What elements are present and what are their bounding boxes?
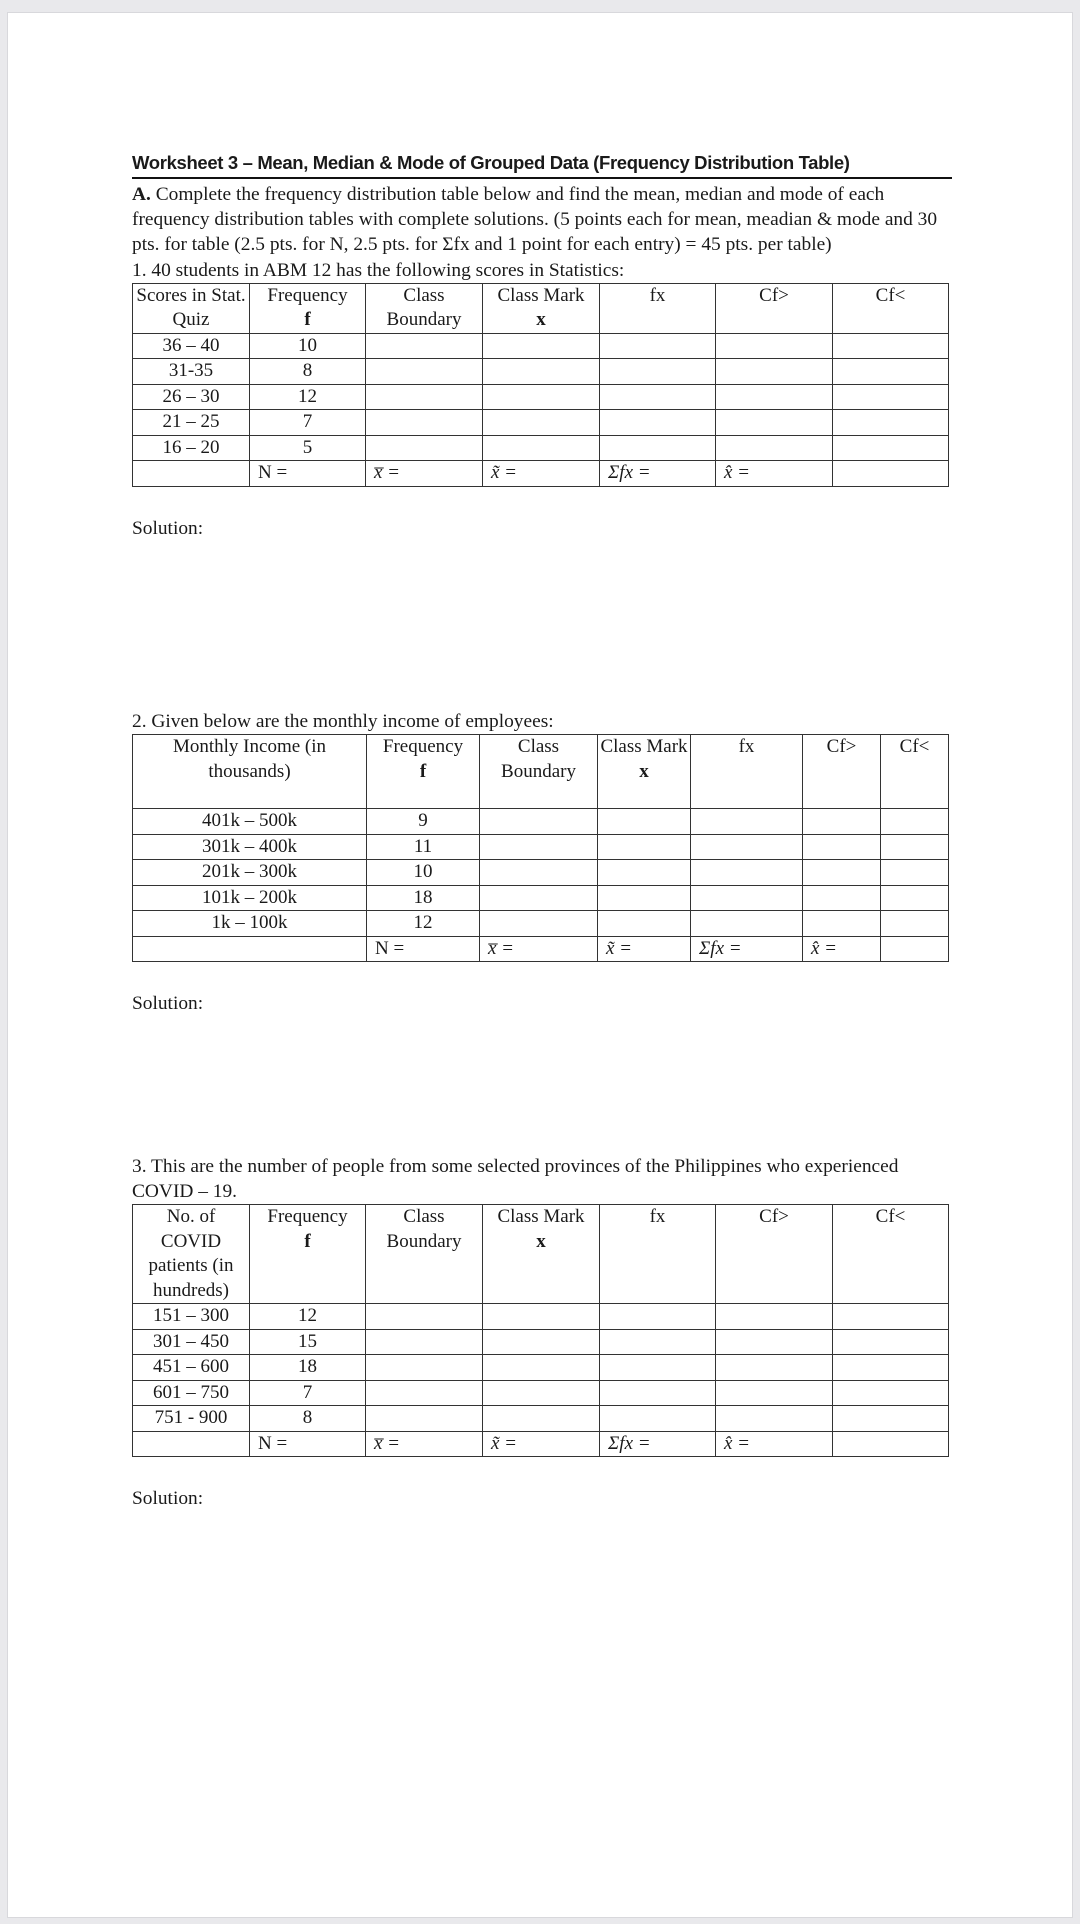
blank-cell	[133, 1431, 250, 1457]
mean-cell: x̅ =	[366, 461, 483, 487]
blank-cell	[366, 333, 483, 359]
table-row	[133, 860, 949, 886]
table-summary-row	[133, 936, 949, 962]
blank-cell	[691, 860, 803, 886]
section-label: A.	[132, 184, 151, 205]
sum-fx-cell: Σfx =	[691, 936, 803, 962]
blank-cell	[598, 911, 691, 937]
blank-cell	[483, 435, 600, 461]
blank-cell	[716, 1304, 833, 1330]
table-row	[133, 384, 949, 410]
header-frequency-symbol: f	[304, 1230, 311, 1252]
table-header-row	[133, 1205, 949, 1304]
blank-cell	[803, 860, 881, 886]
blank-cell	[483, 384, 600, 410]
table-row	[133, 410, 949, 436]
table-summary-row	[133, 461, 949, 487]
table-row	[133, 834, 949, 860]
blank-cell	[483, 1304, 600, 1330]
blank-cell	[716, 359, 833, 385]
blank-cell	[716, 1329, 833, 1355]
mean-cell: x̅ =	[480, 936, 598, 962]
blank-cell	[480, 885, 598, 911]
blank-cell	[480, 911, 598, 937]
class-interval: 21 – 25	[133, 410, 250, 436]
table-row	[133, 435, 949, 461]
class-interval: 301 – 450	[133, 1329, 250, 1355]
blank-cell	[600, 333, 716, 359]
table-summary-row	[133, 1431, 949, 1457]
mode-cell: x̂ =	[716, 1431, 833, 1457]
header-fx: fx	[600, 1205, 716, 1304]
blank-cell	[600, 1329, 716, 1355]
blank-cell	[833, 1431, 949, 1457]
blank-cell	[881, 809, 949, 835]
blank-cell	[833, 333, 949, 359]
table-row	[133, 911, 949, 937]
table-row	[133, 1329, 949, 1355]
blank-cell	[691, 809, 803, 835]
header-frequency	[250, 1205, 366, 1304]
header-class-mark-label: Class Mark	[600, 736, 688, 758]
header-class-interval: Monthly Income (in thousands)	[133, 735, 367, 809]
blank-cell	[881, 860, 949, 886]
class-interval: 201k – 300k	[133, 860, 367, 886]
blank-cell	[133, 461, 250, 487]
problem-2-question: 2. Given below are the monthly income of employees:	[132, 710, 554, 732]
header-fx: fx	[691, 735, 803, 809]
frequency-value: 9	[367, 809, 480, 835]
frequency-value: 7	[250, 1380, 366, 1406]
frequency-value: 12	[367, 911, 480, 937]
blank-cell	[691, 834, 803, 860]
frequency-value: 12	[250, 384, 366, 410]
sum-fx-cell: Σfx =	[600, 461, 716, 487]
blank-cell	[366, 359, 483, 385]
table-row	[133, 1380, 949, 1406]
header-class-mark	[598, 735, 691, 809]
table-row	[133, 1406, 949, 1432]
header-cf-less: Cf<	[881, 735, 949, 809]
blank-cell	[600, 435, 716, 461]
n-cell: N =	[367, 936, 480, 962]
blank-cell	[716, 1406, 833, 1432]
blank-cell	[600, 410, 716, 436]
n-cell: N =	[250, 461, 366, 487]
blank-cell	[803, 809, 881, 835]
blank-cell	[480, 809, 598, 835]
header-frequency-symbol: f	[419, 760, 427, 782]
class-interval: 26 – 30	[133, 384, 250, 410]
blank-cell	[366, 1406, 483, 1432]
mode-cell: x̂ =	[803, 936, 881, 962]
frequency-value: 12	[250, 1304, 366, 1330]
blank-cell	[600, 384, 716, 410]
blank-cell	[480, 834, 598, 860]
class-interval: 451 – 600	[133, 1355, 250, 1381]
header-class-mark-symbol: x	[536, 1230, 546, 1252]
header-frequency-symbol: f	[304, 309, 311, 331]
class-interval: 151 – 300	[133, 1304, 250, 1330]
blank-cell	[598, 860, 691, 886]
frequency-value: 8	[250, 359, 366, 385]
blank-cell	[716, 410, 833, 436]
frequency-value: 10	[250, 333, 366, 359]
blank-cell	[483, 1355, 600, 1381]
problem-2-solution-label: Solution:	[132, 993, 204, 1015]
blank-cell	[716, 333, 833, 359]
problem-3-question: 3. This are the number of people from some selected provinces of the Philippines who experienced COVID – 19.	[132, 1156, 899, 1203]
blank-cell	[716, 1380, 833, 1406]
blank-cell	[833, 1406, 949, 1432]
mean-cell: x̅ =	[366, 1431, 483, 1457]
blank-cell	[833, 1380, 949, 1406]
class-interval: 31-35	[133, 359, 250, 385]
blank-cell	[600, 1304, 716, 1330]
frequency-value: 5	[250, 435, 366, 461]
blank-cell	[366, 1329, 483, 1355]
problem-1-solution-label: Solution:	[132, 517, 204, 539]
worksheet-content	[132, 150, 958, 1511]
header-frequency-label: Frequency	[267, 284, 348, 306]
blank-cell	[366, 435, 483, 461]
header-class-mark	[483, 283, 600, 333]
worksheet-title: Worksheet 3 – Mean, Median & Mode of Grouped Data (Frequency Distribution Table)	[132, 150, 952, 179]
blank-cell	[716, 1355, 833, 1381]
blank-cell	[881, 911, 949, 937]
problem-1-table	[132, 283, 949, 487]
blank-cell	[483, 1329, 600, 1355]
blank-cell	[598, 834, 691, 860]
blank-cell	[366, 1304, 483, 1330]
blank-cell	[600, 1406, 716, 1432]
blank-cell	[881, 936, 949, 962]
header-class-interval: No. of COVID patients (in hundreds)	[133, 1205, 250, 1304]
class-interval: 1k – 100k	[133, 911, 367, 937]
class-interval: 301k – 400k	[133, 834, 367, 860]
blank-cell	[881, 885, 949, 911]
table-row	[133, 359, 949, 385]
blank-cell	[366, 410, 483, 436]
header-class-mark-symbol: x	[639, 760, 649, 782]
table-row	[133, 1304, 949, 1330]
blank-cell	[833, 384, 949, 410]
blank-cell	[833, 1329, 949, 1355]
blank-cell	[881, 834, 949, 860]
table-row	[133, 809, 949, 835]
worksheet-page	[7, 12, 1073, 1918]
header-class-mark-label: Class Mark	[497, 1206, 585, 1228]
blank-cell	[803, 885, 881, 911]
blank-cell	[600, 1355, 716, 1381]
sum-fx-cell: Σfx =	[600, 1431, 716, 1457]
blank-cell	[803, 834, 881, 860]
frequency-value: 10	[367, 860, 480, 886]
blank-cell	[803, 911, 881, 937]
blank-cell	[691, 885, 803, 911]
header-class-boundary: Class Boundary	[366, 283, 483, 333]
problem-3-solution-label: Solution:	[132, 1488, 204, 1510]
instructions	[132, 182, 958, 258]
blank-cell	[833, 410, 949, 436]
table-header-row	[133, 283, 949, 333]
blank-cell	[598, 885, 691, 911]
median-cell: x̃ =	[598, 936, 691, 962]
blank-cell	[716, 384, 833, 410]
class-interval: 101k – 200k	[133, 885, 367, 911]
header-class-boundary: Class Boundary	[366, 1205, 483, 1304]
blank-cell	[833, 1304, 949, 1330]
blank-cell	[598, 809, 691, 835]
class-interval: 601 – 750	[133, 1380, 250, 1406]
header-frequency-label: Frequency	[382, 736, 464, 758]
problem-2-table	[132, 734, 949, 962]
median-cell: x̃ =	[483, 461, 600, 487]
header-cf-less: Cf<	[833, 283, 949, 333]
header-class-mark-label: Class Mark	[497, 284, 585, 306]
header-class-boundary: Class Boundary	[480, 735, 598, 809]
header-frequency	[250, 283, 366, 333]
table-row	[133, 1355, 949, 1381]
header-cf-greater: Cf>	[803, 735, 881, 809]
instructions-text: Complete the frequency distribution table below and find the mean, median and mode of each frequency distribution tables with complete solutions. (5 points each for mean, meadian & mode and 30 pts. for table (2.5 pts. for N, 2.5 pts. for Σfx and 1 point for each entry) = 45 pts. per table)	[132, 184, 938, 256]
frequency-value: 18	[250, 1355, 366, 1381]
blank-cell	[716, 435, 833, 461]
n-cell: N =	[250, 1431, 366, 1457]
header-fx: fx	[600, 283, 716, 333]
mode-cell: x̂ =	[716, 461, 833, 487]
blank-cell	[483, 410, 600, 436]
blank-cell	[366, 1355, 483, 1381]
blank-cell	[366, 1380, 483, 1406]
blank-cell	[480, 860, 598, 886]
blank-cell	[133, 936, 367, 962]
header-cf-greater: Cf>	[716, 283, 833, 333]
blank-cell	[833, 461, 949, 487]
problem-1-question: 1. 40 students in ABM 12 has the following scores in Statistics:	[132, 259, 625, 281]
header-frequency	[367, 735, 480, 809]
table-header-row	[133, 735, 949, 809]
blank-cell	[600, 359, 716, 385]
header-frequency-label: Frequency	[267, 1206, 348, 1228]
header-class-mark-symbol: x	[536, 309, 546, 331]
blank-cell	[366, 384, 483, 410]
table-row	[133, 885, 949, 911]
class-interval: 751 - 900	[133, 1406, 250, 1432]
blank-cell	[691, 911, 803, 937]
class-interval: 401k – 500k	[133, 809, 367, 835]
blank-cell	[833, 435, 949, 461]
frequency-value: 8	[250, 1406, 366, 1432]
blank-cell	[483, 333, 600, 359]
table-row	[133, 333, 949, 359]
frequency-value: 18	[367, 885, 480, 911]
problem-3-table	[132, 1204, 949, 1457]
class-interval: 16 – 20	[133, 435, 250, 461]
median-cell: x̃ =	[483, 1431, 600, 1457]
frequency-value: 7	[250, 410, 366, 436]
blank-cell	[600, 1380, 716, 1406]
class-interval: 36 – 40	[133, 333, 250, 359]
header-cf-less: Cf<	[833, 1205, 949, 1304]
blank-cell	[833, 1355, 949, 1381]
header-class-mark	[483, 1205, 600, 1304]
blank-cell	[483, 1406, 600, 1432]
blank-cell	[833, 359, 949, 385]
frequency-value: 11	[367, 834, 480, 860]
header-class-interval: Scores in Stat. Quiz	[133, 283, 250, 333]
blank-cell	[483, 359, 600, 385]
header-cf-greater: Cf>	[716, 1205, 833, 1304]
blank-cell	[483, 1380, 600, 1406]
frequency-value: 15	[250, 1329, 366, 1355]
